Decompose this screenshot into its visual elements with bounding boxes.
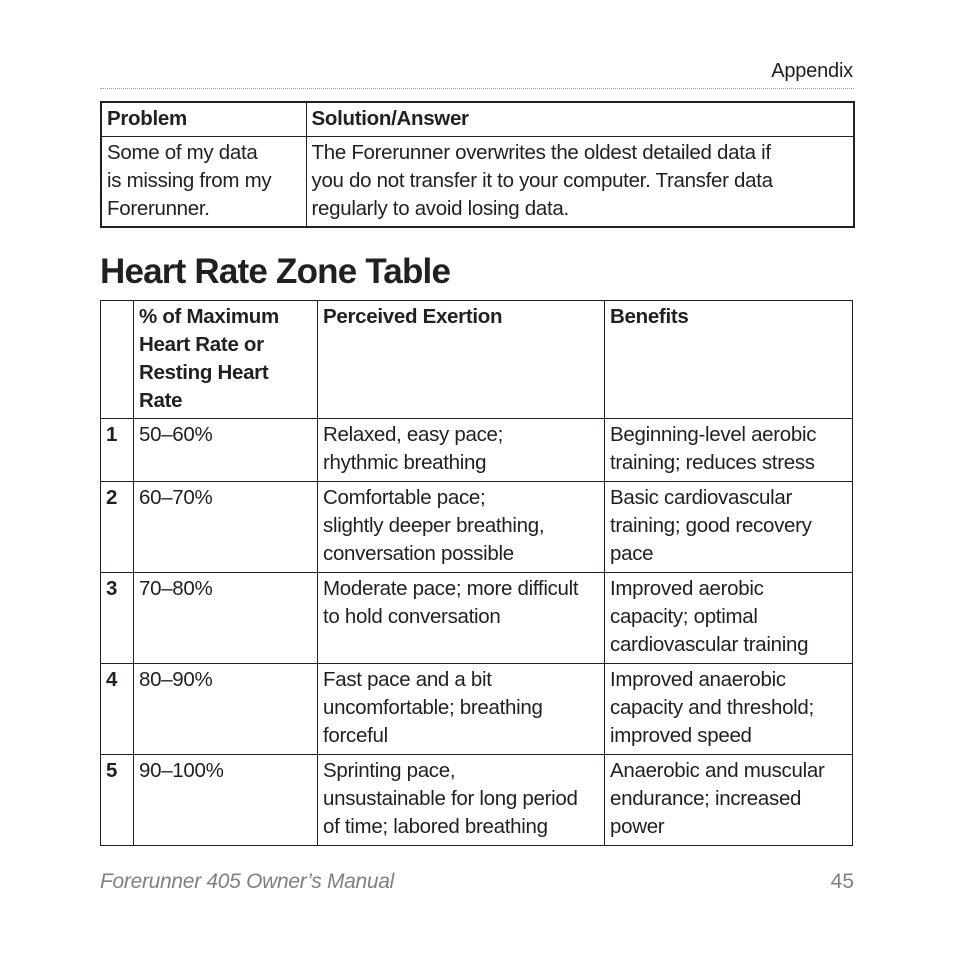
heart-rate-range: 90–100% xyxy=(134,755,318,846)
column-header: Perceived Exertion xyxy=(318,301,605,419)
zone-number: 1 xyxy=(101,419,134,482)
perceived-exertion: Sprinting pace, unsustainable for long period of time; labored breathing xyxy=(318,755,605,846)
heart-rate-range: 80–90% xyxy=(134,664,318,755)
perceived-exertion: Moderate pace; more difficult to hold conversation xyxy=(318,573,605,664)
manual-title: Forerunner 405 Owner’s Manual xyxy=(100,870,395,893)
table-row xyxy=(101,419,853,482)
perceived-exertion: Comfortable pace; slightly deeper breathing, conversation possible xyxy=(318,482,605,573)
benefits: Improved aerobic capacity; optimal cardiovascular training xyxy=(605,573,853,664)
zone-number: 4 xyxy=(101,664,134,755)
benefits: Beginning-level aerobic training; reduces stress xyxy=(605,419,853,482)
zone-column-header xyxy=(101,301,134,419)
benefits: Improved anaerobic capacity and threshold; improved speed xyxy=(605,664,853,755)
heart-rate-range: 70–80% xyxy=(134,573,318,664)
heart-rate-range: 60–70% xyxy=(134,482,318,573)
section-title: Heart Rate Zone Table xyxy=(100,252,451,291)
zone-number: 2 xyxy=(101,482,134,573)
section-label: Appendix xyxy=(771,60,853,82)
problem-cell: Some of my data is missing from my Forerunner. xyxy=(101,137,306,228)
table-header-row xyxy=(101,301,853,419)
table-row xyxy=(101,755,853,846)
heart-rate-range: 50–60% xyxy=(134,419,318,482)
table-row xyxy=(101,137,854,228)
column-header: % of Maximum Heart Rate or Resting Heart Rate xyxy=(134,301,318,419)
column-header: Problem xyxy=(101,102,306,137)
solution-cell: The Forerunner overwrites the oldest detailed data if you do not transfer it to your computer. Transfer data regularly to avoid losing data. xyxy=(306,137,854,228)
header-divider xyxy=(100,88,854,89)
heart-rate-zone-table xyxy=(100,300,853,846)
perceived-exertion: Relaxed, easy pace; rhythmic breathing xyxy=(318,419,605,482)
column-header: Benefits xyxy=(605,301,853,419)
perceived-exertion: Fast pace and a bit uncomfortable; breathing forceful xyxy=(318,664,605,755)
table-row xyxy=(101,573,853,664)
zone-number: 5 xyxy=(101,755,134,846)
table-row xyxy=(101,664,853,755)
zone-number: 3 xyxy=(101,573,134,664)
troubleshooting-table xyxy=(100,101,855,228)
column-header: Solution/Answer xyxy=(306,102,854,137)
benefits: Basic cardiovascular training; good recovery pace xyxy=(605,482,853,573)
benefits: Anaerobic and muscular endurance; increased power xyxy=(605,755,853,846)
table-row xyxy=(101,482,853,573)
page-number: 45 xyxy=(830,870,854,893)
table-header-row xyxy=(101,102,854,137)
